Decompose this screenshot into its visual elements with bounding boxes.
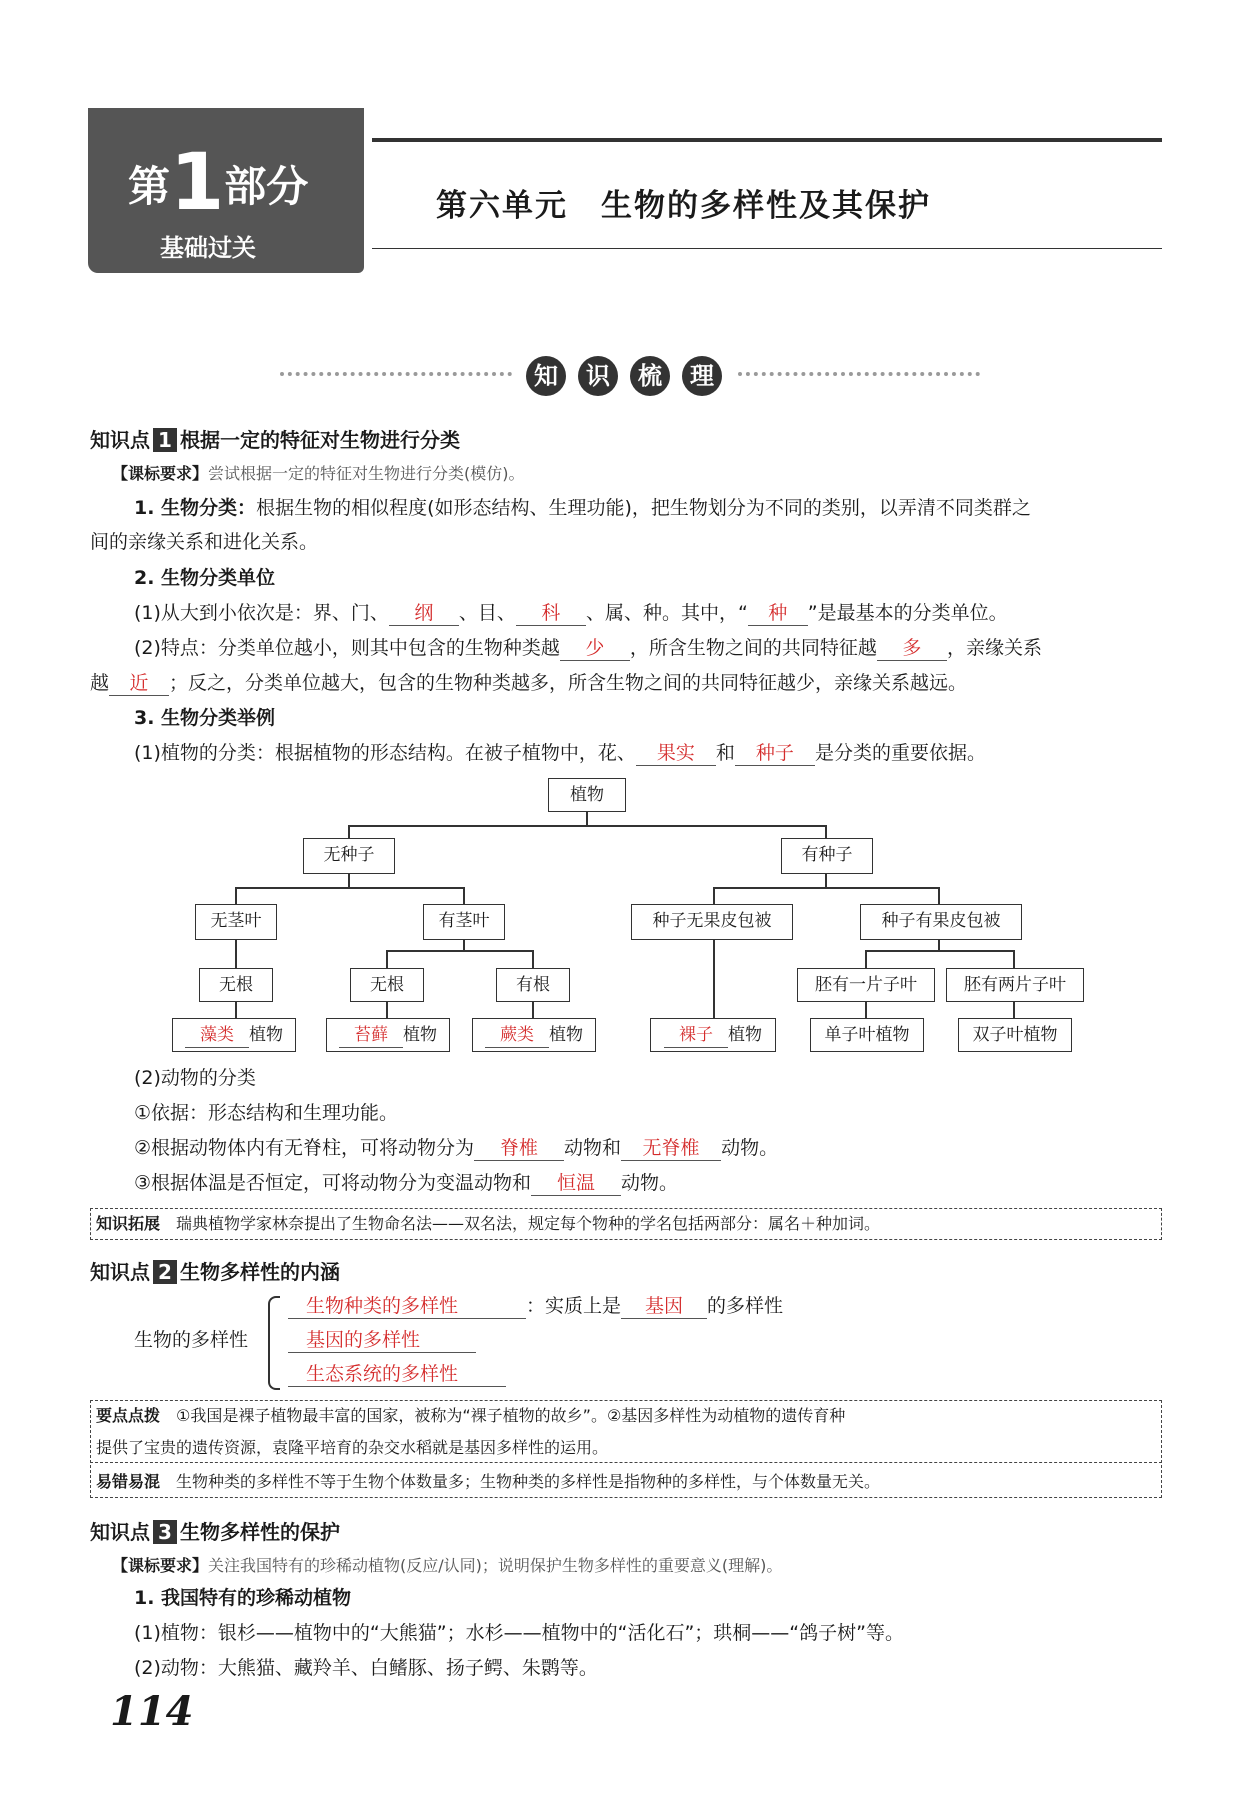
tree-stem: 有茎叶 xyxy=(423,904,505,940)
err-line: 易错易混 生物种类的多样性不等于生物个体数量多；生物种类的多样性是指物种的多样性，与个体数量无关。 xyxy=(96,1472,881,1491)
dots-right xyxy=(738,372,980,384)
kp1-line4: (1)植物的分类：根据植物的形态结构。在被子植物中，花、 果实 和 种子 是分类的重要依据。 xyxy=(134,742,986,764)
kp1-requirement xyxy=(112,462,525,486)
p1-text: 根据生物的相似程度(如形态结构、生理功能)，把生物划分为不同的类别，以弄清不同类群之 xyxy=(256,497,1031,519)
tips-divider xyxy=(90,1462,1162,1463)
part-sub: 基础过关 xyxy=(160,234,256,262)
part-badge xyxy=(88,108,364,273)
tree-no-stem: 无茎叶 xyxy=(195,904,277,940)
animal-basis: ①依据：形态结构和生理功能。 xyxy=(134,1102,399,1124)
unit-title: 第六单元 生物的多样性及其保护 xyxy=(436,188,931,224)
answer-guoshi: 果实 xyxy=(636,741,716,766)
answer-algae: 藻类 xyxy=(185,1023,249,1048)
answer-gymno: 裸子 xyxy=(664,1023,728,1048)
req-text: 尝试根据一定的特征对生物进行分类(模仿)。 xyxy=(208,464,525,483)
kp3-heading: 知识点 3 生物多样性的保护 xyxy=(90,1520,340,1544)
tip-line1: 要点点拨 ①我国是裸子植物最丰富的国家，被称为“裸子植物的故乡”。②基因多样性为动植物的遗传育种 xyxy=(96,1406,846,1425)
tree-monocot: 胚有一片子叶 xyxy=(797,968,935,1002)
section-char-2: 识 xyxy=(578,356,618,396)
kp2-lead: 生物的多样性 xyxy=(134,1329,249,1351)
answer-ke: 科 xyxy=(516,601,586,626)
tree-dicot-plant: 双子叶植物 xyxy=(958,1018,1072,1052)
tip-line2: 提供了宝贵的遗传资源，袁隆平培育的杂交水稻就是基因多样性的运用。 xyxy=(96,1438,609,1457)
tree-monocot-plant: 单子叶植物 xyxy=(810,1018,924,1052)
dots-left xyxy=(280,372,512,384)
tree-no-root-2: 无根 xyxy=(350,968,424,1002)
part-label xyxy=(128,138,308,228)
kp1-line1: (1)从大到小依次是：界、门、 纲 、目、 科 、属、种。其中，“ 种 ”是最基本的分类单位。 xyxy=(134,602,1008,624)
kp1-p1 xyxy=(134,496,1031,520)
answer-vertebrate: 脊椎 xyxy=(474,1136,564,1161)
answer-zhongzi: 种子 xyxy=(735,741,815,766)
animal-line3: ②根据动物体内有无脊柱，可将动物分为 脊椎 动物和 无脊椎 动物。 xyxy=(134,1137,779,1159)
animal-title: (2)动物的分类 xyxy=(134,1067,256,1089)
kp3-animals: (2)动物：大熊猫、藏羚羊、白鳍豚、扬子鳄、朱鹮等。 xyxy=(134,1657,598,1679)
section-char-3: 梳 xyxy=(630,356,670,396)
tree-fern: 蕨类 植物 xyxy=(472,1018,596,1052)
page-number: 114 xyxy=(110,1688,194,1735)
kp1-p3-title: 3. 生物分类举例 xyxy=(134,707,276,729)
answer-shao: 少 xyxy=(560,636,630,661)
section-char-4: 理 xyxy=(682,356,722,396)
answer-fern: 蕨类 xyxy=(485,1023,549,1048)
brace xyxy=(268,1296,280,1390)
answer-invertebrate: 无脊椎 xyxy=(621,1136,721,1161)
part-suffix: 部分 xyxy=(224,162,309,211)
kp3-p1-title: 1. 我国特有的珍稀动植物 xyxy=(134,1587,352,1609)
kp1-title: 根据一定的特征对生物进行分类 xyxy=(180,428,460,452)
answer-moss: 苔藓 xyxy=(339,1023,403,1048)
p1-title: 1. 生物分类： xyxy=(134,497,257,519)
tree-covered-seed: 种子有果皮包被 xyxy=(860,904,1022,940)
header-rule-top xyxy=(372,138,1162,142)
header-rule-bottom xyxy=(372,248,1162,249)
tree-no-seed: 无种子 xyxy=(303,838,395,874)
tree-no-root-1: 无根 xyxy=(199,968,273,1002)
kp2-heading: 知识点 2 生物多样性的内涵 xyxy=(90,1260,340,1284)
tree-dicot: 胚有两片子叶 xyxy=(946,968,1084,1002)
tree-algae: 藻类 植物 xyxy=(172,1018,296,1052)
tree-seed: 有种子 xyxy=(781,838,873,874)
answer-jin: 近 xyxy=(109,671,169,696)
tree-root: 植物 xyxy=(548,778,626,812)
part-prefix: 第 xyxy=(128,162,171,211)
kp3-plants: (1)植物：银杉——植物中的“大熊猫”；水杉——植物中的“活化石”；珙桐——“鸽子树”等。 xyxy=(134,1622,904,1644)
answer-homeotherm: 恒温 xyxy=(531,1171,621,1196)
kp1-p1-cont: 间的亲缘关系和进化关系。 xyxy=(90,531,319,553)
kp3-requirement: 【课标要求】关注我国特有的珍稀动植物(反应/认同)；说明保护生物多样性的重要意义(理解)。 xyxy=(112,1556,783,1575)
tree-moss: 苔藓 植物 xyxy=(326,1018,450,1052)
kp1-heading xyxy=(90,424,460,453)
tree-has-root: 有根 xyxy=(496,968,570,1002)
kp1-line3: 越 近 ；反之，分类单位越大，包含的生物种类越多，所含生物之间的共同特征越少，亲缘关系越远。 xyxy=(90,672,968,694)
section-char-1: 知 xyxy=(526,356,566,396)
answer-gang: 纲 xyxy=(389,601,459,626)
part-number: 1 xyxy=(170,138,225,228)
extension-text: 知识拓展 瑞典植物学家林奈提出了生物命名法——双名法，规定每个物种的学名包括两部分：属名＋种加词。 xyxy=(96,1214,881,1233)
tree-gymnosperm: 裸子 植物 xyxy=(650,1018,776,1052)
kp1-line2: (2)特点：分类单位越小，则其中包含的生物种类越 少 ，所含生物之间的共同特征越 多 ，亲缘关系 xyxy=(134,637,1042,659)
kp2-item1: 生物种类的多样性 ：实质上是 基因 的多样性 xyxy=(288,1294,783,1319)
req-tag: 【课标要求】 xyxy=(112,464,209,483)
kp2-item2: 基因的多样性 xyxy=(288,1328,476,1353)
animal-line4: ③根据体温是否恒定，可将动物分为变温动物和 恒温 动物。 xyxy=(134,1172,679,1194)
kp1-label: 知识点 xyxy=(90,428,150,452)
kp1-p2-title: 2. 生物分类单位 xyxy=(134,567,276,589)
kp1-num: 1 xyxy=(153,428,177,452)
kp2-item3: 生态系统的多样性 xyxy=(288,1362,506,1387)
tree-naked-seed: 种子无果皮包被 xyxy=(631,904,793,940)
answer-zhong: 种 xyxy=(748,601,808,626)
answer-duo: 多 xyxy=(877,636,947,661)
